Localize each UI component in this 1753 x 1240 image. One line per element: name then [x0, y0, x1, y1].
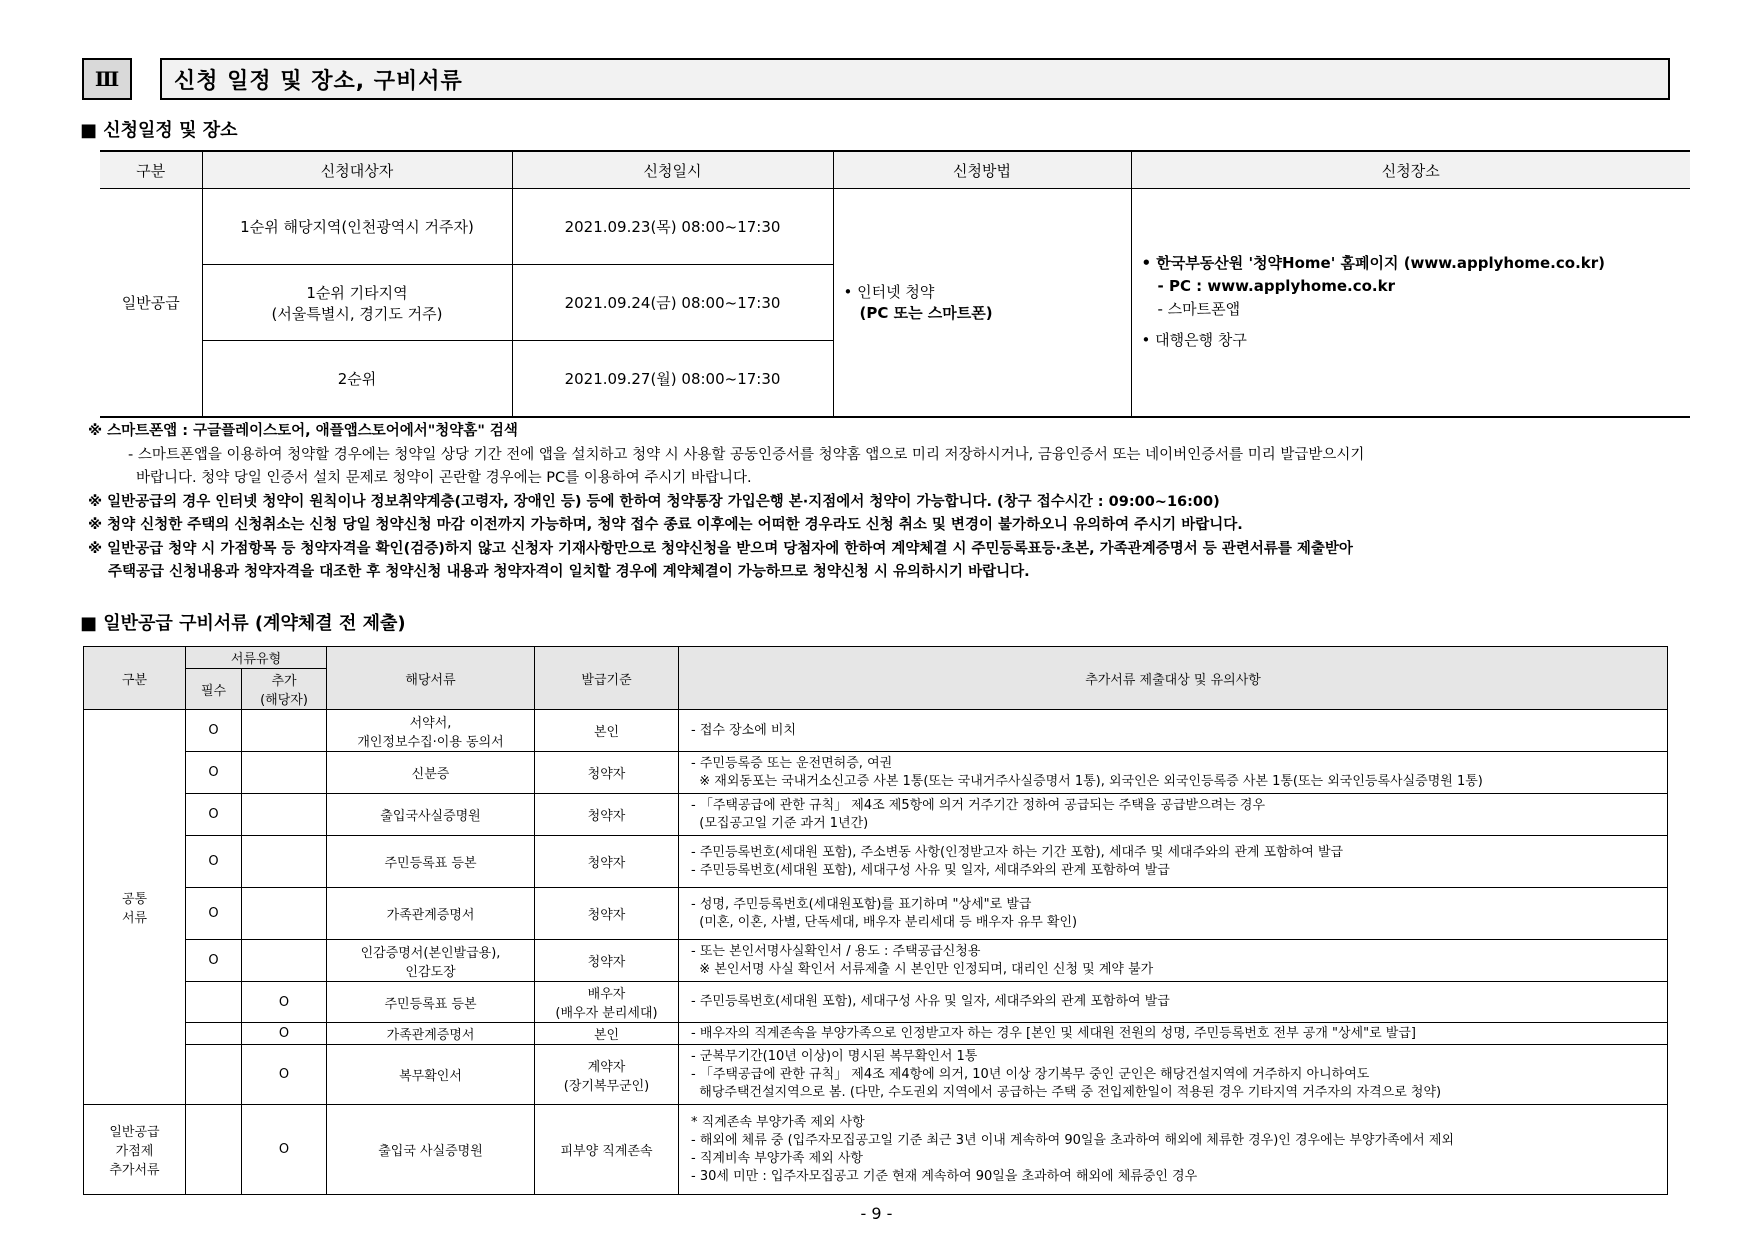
- section-title: 신청 일정 및 장소, 구비서류: [160, 58, 1670, 100]
- doc-notes: - 접수 장소에 비치: [679, 710, 1668, 752]
- note-line: - 스마트폰앱을 이용하여 청약할 경우에는 청약일 상당 기간 전에 앱을 설치하고 청약 시 사용할 공동인증서를 청약홈 앱으로 미리 저장하시거나, 금융인증서 또는 네이버인증서를 미리 발급받으시기: [128, 446, 1365, 463]
- required-mark: [186, 1105, 242, 1195]
- method-line: (PC 또는 스마트폰): [859, 304, 993, 323]
- additional-mark: [242, 940, 327, 982]
- table-row: [84, 888, 1668, 940]
- document-name: 서약서, 개인정보수집·이용 동의서: [327, 710, 535, 752]
- required-mark: O: [186, 752, 242, 794]
- note-line: ※ 일반공급의 경우 인터넷 청약이 원칙이나 정보취약계층(고령자, 장애인 등) 등에 한하여 청약통장 가입은행 본·지점에서 청약이 가능합니다. (창구 접수시간 : 09:00~16:00): [88, 493, 1220, 510]
- schedule-row: [100, 189, 1690, 265]
- document-name: 인감증명서(본인발급용), 인감도장: [327, 940, 535, 982]
- schedule-header-row: [100, 151, 1690, 189]
- issuer: 청약자: [535, 836, 679, 888]
- table-row: [84, 1105, 1668, 1195]
- issuer: 피부양 직계존속: [535, 1105, 679, 1195]
- place-line: - 스마트폰앱: [1157, 300, 1241, 319]
- header-target: 신청대상자: [202, 151, 512, 189]
- required-mark: [186, 982, 242, 1023]
- document-name: 가족관계증명서: [327, 1023, 535, 1045]
- issuer: 본인: [535, 710, 679, 752]
- additional-mark: [242, 794, 327, 836]
- place-line: • 한국부동산원 '청약Home' 홈페이지 (www.applyhome.co.kr): [1141, 254, 1605, 273]
- document-name: 주민등록표 등본: [327, 836, 535, 888]
- issuer: 배우자 (배우자 분리세대): [535, 982, 679, 1023]
- additional-mark: O: [242, 1023, 327, 1045]
- table-row: [84, 794, 1668, 836]
- place-line: • 대행은행 창구: [1141, 331, 1247, 350]
- notes-block: [88, 420, 1688, 585]
- required-mark: O: [186, 794, 242, 836]
- required-mark: [186, 1023, 242, 1045]
- required-mark: O: [186, 888, 242, 940]
- schedule-date: 2021.09.23(목) 08:00~17:30: [512, 189, 833, 265]
- doc-notes: - 성명, 주민등록번호(세대원포함)를 표기하며 "상세"로 발급 (미혼, 이혼, 사별, 단독세대, 배우자 분리세대 등 배우자 유무 확인): [679, 888, 1668, 940]
- section-number: Ⅲ: [82, 58, 132, 100]
- doc-notes: - 배우자의 직계존속을 부양가족으로 인정받고자 하는 경우 [본인 및 세대원 전원의 성명, 주민등록번호 전부 공개 "상세"로 발급]: [679, 1023, 1668, 1045]
- group-common: 공통 서류: [84, 710, 186, 1105]
- header-required: 필수: [186, 669, 242, 710]
- header-category: 구분: [84, 647, 186, 710]
- doc-notes: - 주민등록증 또는 운전면허증, 여권 ※ 재외동포는 국내거소신고증 사본 1통(또는 국내거주사실증명서 1통), 외국인은 외국인등록증 사본 1통(또는 외국인등록사실증명원 1통): [679, 752, 1668, 794]
- header-doc-type: 서류유형: [186, 647, 327, 669]
- document-name: 가족관계증명서: [327, 888, 535, 940]
- table-row: [84, 836, 1668, 888]
- note-line: ※ 스마트폰앱 : 구글플레이스토어, 애플앱스토어에서"청약홈" 검색: [88, 423, 518, 439]
- required-mark: O: [186, 836, 242, 888]
- additional-mark: [242, 888, 327, 940]
- schedule-heading: ■ 신청일정 및 장소: [80, 120, 238, 141]
- table-row: [84, 1023, 1668, 1045]
- additional-mark: [242, 752, 327, 794]
- note-line: 주택공급 신청내용과 청약자격을 대조한 후 청약신청 내용과 청약자격이 일치할 경우에 계약체결이 가능하므로 청약신청 시 유의하시기 바랍니다.: [108, 564, 1030, 580]
- header-notes: 추가서류 제출대상 및 유의사항: [679, 647, 1668, 710]
- issuer: 청약자: [535, 888, 679, 940]
- additional-mark: O: [242, 1045, 327, 1105]
- note-line: ※ 청약 신청한 주택의 신청취소는 신청 당일 청약신청 마감 이전까지 가능하며, 청약 접수 종료 이후에는 어떠한 경우라도 신청 취소 및 변경이 불가하오니 유의하여 주시기 바랍니다.: [88, 517, 1243, 533]
- document-name: 신분증: [327, 752, 535, 794]
- schedule-category: 일반공급: [100, 189, 202, 417]
- doc-notes: - 「주택공급에 관한 규칙」 제4조 제5항에 의거 거주기간 정하여 공급되는 주택을 공급받으려는 경우 (모집공고일 기준 과거 1년간): [679, 794, 1668, 836]
- additional-mark: O: [242, 982, 327, 1023]
- header-place: 신청장소: [1131, 151, 1690, 189]
- header-document: 해당서류: [327, 647, 535, 710]
- issuer: 청약자: [535, 940, 679, 982]
- docs-heading: ■ 일반공급 구비서류 (계약체결 전 제출): [80, 613, 406, 634]
- table-row: [84, 710, 1668, 752]
- additional-mark: O: [242, 1105, 327, 1195]
- header-issuer: 발급기준: [535, 647, 679, 710]
- page-number: - 9 -: [860, 1204, 893, 1223]
- doc-notes: - 주민등록번호(세대원 포함), 세대구성 사유 및 일자, 세대주와의 관계 포함하여 발급: [679, 982, 1668, 1023]
- schedule-target: 1순위 기타지역 (서울특별시, 경기도 거주): [202, 265, 512, 341]
- header-date: 신청일시: [512, 151, 833, 189]
- document-name: 복무확인서: [327, 1045, 535, 1105]
- additional-mark: [242, 710, 327, 752]
- required-mark: O: [186, 940, 242, 982]
- table-row: [84, 940, 1668, 982]
- issuer: 청약자: [535, 752, 679, 794]
- schedule-method: [833, 189, 1131, 417]
- table-row: [84, 1045, 1668, 1105]
- table-row: [84, 752, 1668, 794]
- additional-mark: [242, 836, 327, 888]
- documents-table: [83, 646, 1668, 1195]
- document-name: 출입국 사실증명원: [327, 1105, 535, 1195]
- note-line: ※ 일반공급 청약 시 가점항목 등 청약자격을 확인(검증)하지 않고 신청자 기재사항만으로 청약신청을 받으며 당첨자에 한하여 계약체결 시 주민등록표등·초본, 가족관계증명서 등 관련서류를 제출받아: [88, 540, 1353, 557]
- docs-header-row: [84, 647, 1668, 669]
- issuer: 본인: [535, 1023, 679, 1045]
- place-line: - PC : www.applyhome.co.kr: [1157, 277, 1395, 296]
- note-line: 바랍니다. 청약 당일 인증서 설치 문제로 청약이 곤란할 경우에는 PC를 이용하여 주시기 바랍니다.: [136, 470, 752, 486]
- doc-notes: * 직계존속 부양가족 제외 사항 - 해외에 체류 중 (입주자모집공고일 기준 최근 3년 이내 계속하여 90일을 초과하여 해외에 체류한 경우)인 경우에는 부양가족에서 제외 - 직계비속 부양가족 제외 사항 - 30세 미만 : 입주자모집공고 기준 현재 계속하여 90일을 초과하여 해외에 체류중인 경우: [679, 1105, 1668, 1195]
- doc-notes: - 군복무기간(10년 이상)이 명시된 복무확인서 1통 - 「주택공급에 관한 규칙」 제4조 제4항에 의거, 10년 이상 장기복무 중인 군인은 해당건설지역에 거주하지 아니하여도 해당주택건설지역으로 봄. (다만, 수도권외 지역에서 공급하는 주택 중 전입제한일이 적용된 경우 기타지역 거주자의 자격으로 청약): [679, 1045, 1668, 1105]
- schedule-place: [1131, 189, 1690, 417]
- schedule-date: 2021.09.27(월) 08:00~17:30: [512, 341, 833, 417]
- issuer: 계약자 (장기복무군인): [535, 1045, 679, 1105]
- header-additional: 추가 (해당자): [242, 669, 327, 710]
- method-line: • 인터넷 청약: [843, 283, 935, 302]
- group-additional: 일반공급 가점제 추가서류: [84, 1105, 186, 1195]
- required-mark: O: [186, 710, 242, 752]
- schedule-target: 1순위 해당지역(인천광역시 거주자): [202, 189, 512, 265]
- issuer: 청약자: [535, 794, 679, 836]
- table-row: [84, 982, 1668, 1023]
- schedule-table: [100, 150, 1690, 418]
- document-name: 출입국사실증명원: [327, 794, 535, 836]
- document-name: 주민등록표 등본: [327, 982, 535, 1023]
- doc-notes: - 또는 본인서명사실확인서 / 용도 : 주택공급신청용 ※ 본인서명 사실 확인서 서류제출 시 본인만 인정되며, 대리인 신청 및 계약 불가: [679, 940, 1668, 982]
- header-category: 구분: [100, 151, 202, 189]
- required-mark: [186, 1045, 242, 1105]
- schedule-target: 2순위: [202, 341, 512, 417]
- doc-notes: - 주민등록번호(세대원 포함), 주소변동 사항(인정받고자 하는 기간 포함), 세대주 및 세대주와의 관계 포함하여 발급 - 주민등록번호(세대원 포함), 세대구성 사유 및 일자, 세대주와의 관계 포함하여 발급: [679, 836, 1668, 888]
- schedule-date: 2021.09.24(금) 08:00~17:30: [512, 265, 833, 341]
- header-method: 신청방법: [833, 151, 1131, 189]
